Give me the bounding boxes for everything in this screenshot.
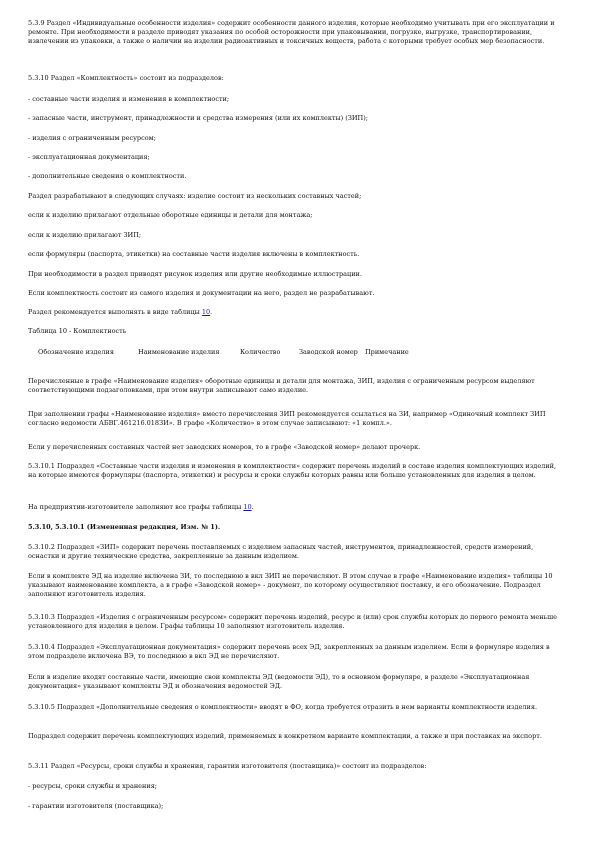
paragraph: Раздел разрабатывают в следующих случаях: изделие состоит из нескольких составных частей; — [28, 192, 362, 200]
paragraph: - дополнительные сведения о комплектности. — [28, 172, 187, 180]
paragraph: 5.3.10.5 Подраздел «Дополнительные сведения о комплектности» вводят в ФО, когда требуется отразить в нем варианты комплектности изделия. — [28, 703, 538, 711]
paragraph: - ресурсы, сроки службы и хранения; — [28, 782, 157, 790]
paragraph: если формуляры (паспорта, этикетки) на составные части изделия включены в комплектность. — [28, 250, 360, 258]
paragraph: Если в изделие входят составные части, имеющие свои комплекты ЭД (ведомости ЭД), то в основном формуляре, в разделе «Эксплуатационная документация» указывают комплекты ЭД и обозначения ведомостей ЭД. — [28, 673, 530, 690]
paragraph: 5.3.10.3 Подраздел «Изделия с ограниченным ресурсом» содержит перечень изделий, ресурс и (или) срок службы которых до первого ремонта меньше установленного для изделия в целом. Графы таблицы 10 заполняют изготовитель изделия. — [28, 613, 557, 630]
paragraph: - составные части изделия и изменения в комплектности; — [28, 95, 230, 103]
paragraph: Если у перечисленных составных частей нет заводских номеров, то в графе «Заводской номер» делают прочерк. — [28, 443, 421, 451]
table-link[interactable]: 10 — [243, 503, 252, 511]
paragraph: - изделия с ограниченным ресурсом; — [28, 134, 156, 142]
fill-paragraph-tail: . — [251, 503, 254, 511]
paragraph: если к изделию прилагают ЗИП; — [28, 231, 142, 239]
paragraph: Подраздел содержит перечень комплектующих изделий, применяемых в конкретном варианте комплектации, а также и при поставках на экспорт. — [28, 732, 542, 740]
paragraph: 5.3.10.2 Подраздел «ЗИП» содержит перечень поставляемых с изделием запасных частей, инструментов, принадлежностей, средств измерений, оснастки и другие технические средства, закрепленные за данным изделием. — [28, 543, 534, 560]
paragraph: При заполнении графы «Наименование изделия» вместо перечисления ЗИП рекомендуется ссылаться на ЗИ, например «Одиночный комплект ЗИП согласно ведомости АБВГ.461216.018ЗИ». В графе «Количество» в этом случае записывают: «1 компл.». — [28, 410, 546, 427]
fill-paragraph-text: На предприятии-изготовителе заполняют все графы таблицы — [28, 503, 244, 511]
paragraph: При необходимости в раздел приводят рисунок изделия или другие необходимые иллюстрации. — [28, 270, 362, 278]
table-column-header: Обозначение изделия — [38, 348, 114, 356]
paragraph: Перечисленные в графе «Наименование изделия» оборотные единицы и детали для монтажа, ЗИП, изделия с ограниченным ресурсом выделяют соответствующими подзаголовками, при этом внутри записывают само изделие. — [28, 377, 535, 394]
fill-paragraph — [28, 503, 557, 512]
table-column-header: Заводской номер — [299, 348, 358, 356]
paragraph: 5.3.10.1 Подраздел «Составные части изделия и изменения в комплектности» содержит перечень изделий в составе изделия комплектующих изделий, на которые имеются формуляры (паспорта, этикетки) и ресурсы и сроки службы которых равны или больше установленных для изделия в целом. — [28, 462, 557, 479]
paragraph: - гарантии изготовителя (поставщика); — [28, 802, 164, 810]
amendment-note: 5.3.10, 5.3.10.1 (Измененная редакция, Изм. № 1). — [28, 523, 221, 531]
table-column-header: Наименование изделия — [138, 348, 220, 356]
table-ref-paragraph-text: Раздел рекомендуется выполнять в виде таблицы — [28, 308, 202, 316]
paragraph: 5.3.10 Раздел «Комплектность» состоит из подразделов: — [28, 74, 224, 82]
table-column-header: Количество — [240, 348, 281, 356]
paragraph: Если в комплекте ЭД на изделие включена ЗИ, то последнюю в вкл ЗИП не перечисляют. В этом случае в графе «Наименование изделия» таблицы 10 указывают наименование комплекта, а в графе «Заводской номер» - документ, по которому осуществляют поставку, и его обозначение. Подраздел заполняют изготовитель изделия. — [28, 572, 553, 598]
table-link[interactable]: 10 — [201, 308, 211, 316]
table-column-header: Примечание — [365, 348, 409, 356]
table-title: Таблица 10 - Комплектность — [28, 327, 127, 335]
paragraph: 5.3.11 Раздел «Ресурсы, сроки службы и хранения, гарантии изготовителя (поставщика)» состоит из подразделов: — [28, 762, 427, 770]
paragraph: 5.3.9 Раздел «Индивидуальные особенности изделия» содержит особенности данного изделия, которые необходимо учитывать при его эксплуатации и ремонте. При необходимости в разделе приводят указания по особой осторожности при упаковывании, погрузке, выгрузке, транспортировании, извлечении из упаковки, а также о наличии на изделии радиоактивных и токсичных веществ, работа с которыми требует особых мер безопасности. — [28, 19, 555, 45]
paragraph: 5.3.10.4 Подраздел «Эксплуатационная документация» содержит перечень всех ЭД, закрепленных за данным изделием. Если в формуляре изделия в этом подразделе включена ВЭ, то последнюю в вкл ЭД не перечисляют. — [28, 643, 550, 660]
paragraph: - эксплуатационная документация; — [28, 153, 150, 161]
table-header-row — [38, 348, 425, 357]
paragraph: Если комплектность состоит из самого изделия и документации на него, раздел не разрабатывают. — [28, 289, 375, 297]
table-ref-paragraph-tail: . — [210, 308, 213, 316]
table-ref-paragraph — [28, 308, 557, 317]
paragraph: - запасные части, инструмент, принадлежности и средства измерения (или их комплекты) (ЗИП); — [28, 114, 368, 122]
paragraph: если к изделию прилагают отдельные оборотные единицы и детали для монтажа; — [28, 211, 313, 219]
